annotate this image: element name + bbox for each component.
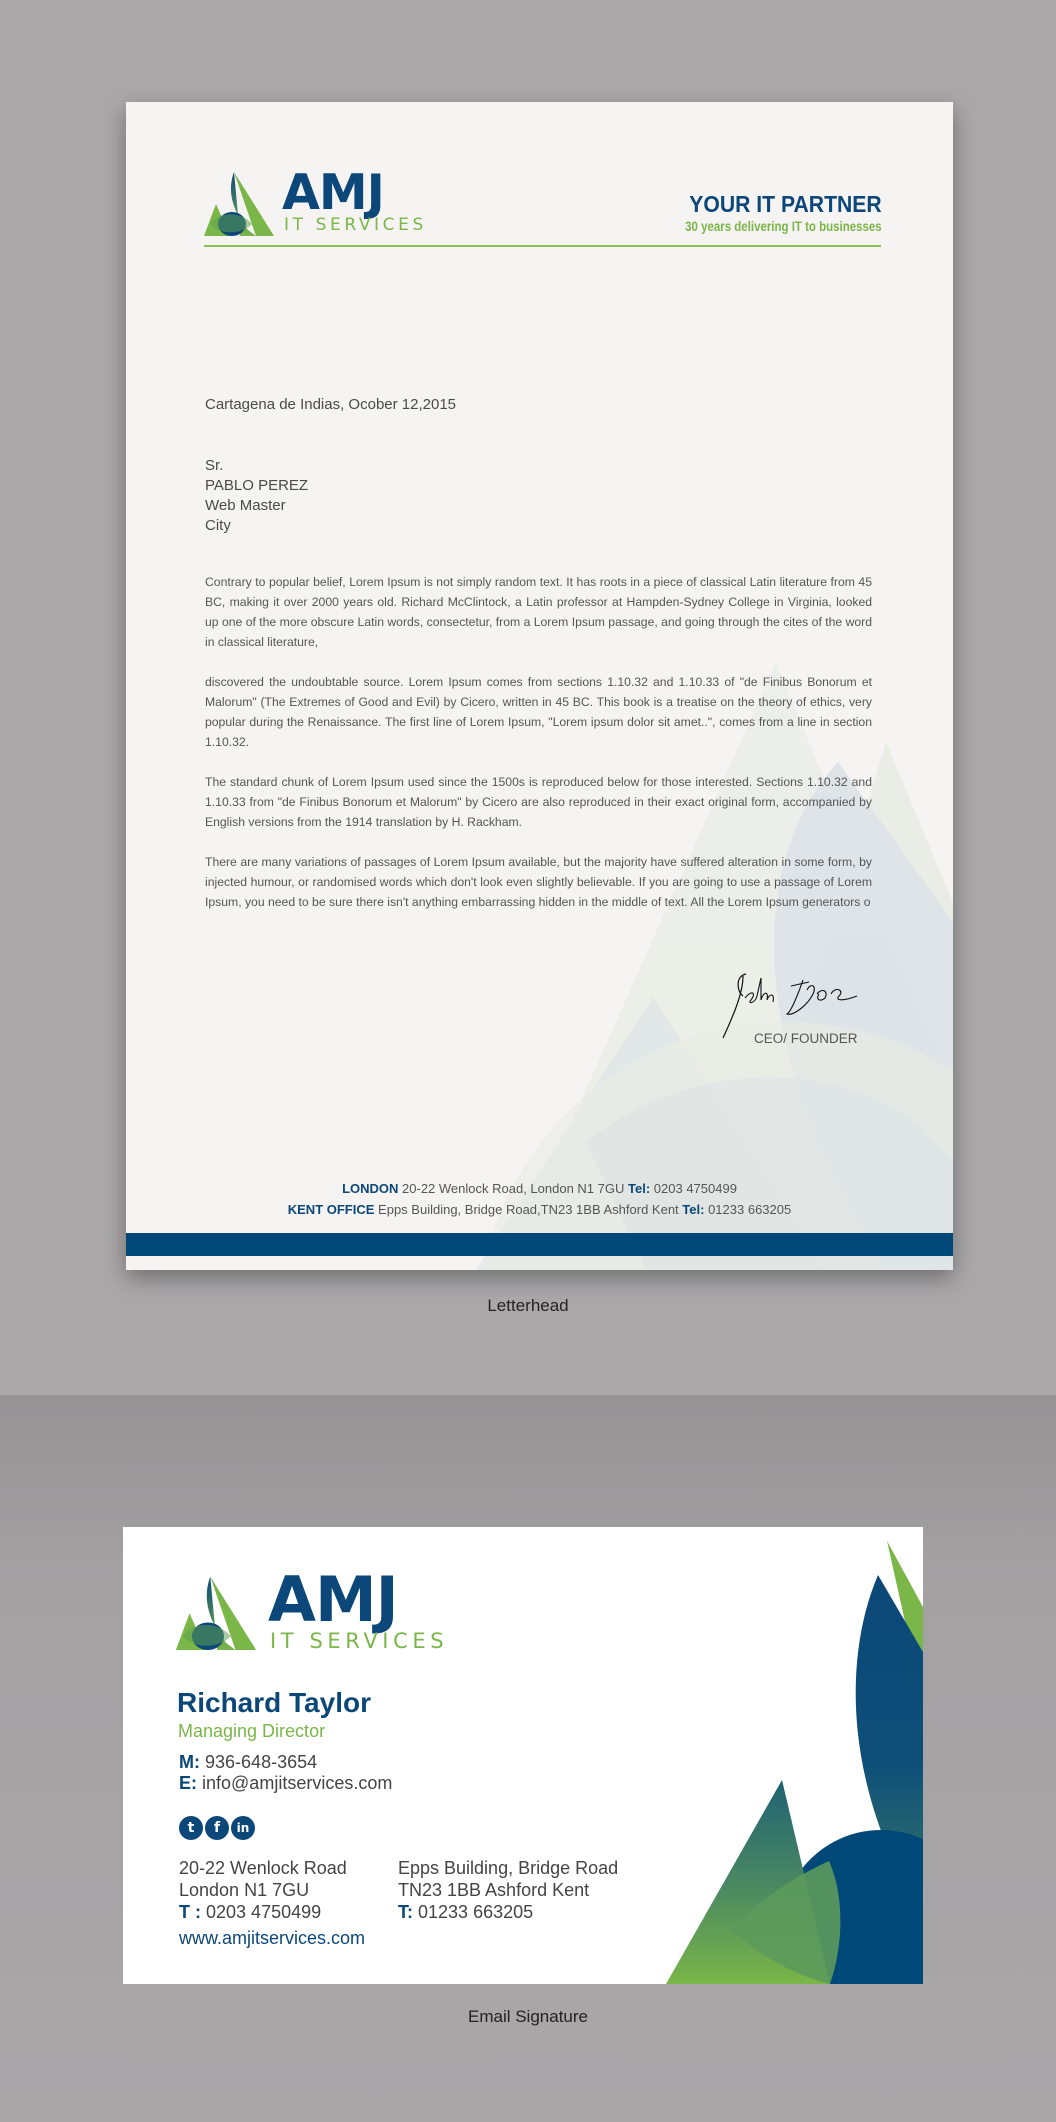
recipient-name: PABLO PEREZ <box>205 477 309 494</box>
person-role: Managing Director <box>178 1721 326 1741</box>
phone-label: T: <box>398 1902 413 1922</box>
footer-kent-tel-label: Tel: <box>682 1202 705 1217</box>
logo-wordmark: AMJ <box>268 1563 398 1636</box>
email-signature-card <box>123 1527 923 1984</box>
tagline-subtitle: 30 years delivering IT to businesses <box>685 218 882 234</box>
body-paragraph: The standard chunk of Lorem Ipsum used since the 1500s is reproduced below for those interested. Sections 1.10.32 and 1.10.33 from "de Finibus Bonorum et Malorum" by Cicero are also reproduced in their exact original form, accompanied by English versions from the 1914 translation by H. Rackham. <box>205 775 872 829</box>
amj-logo-icon <box>175 1572 257 1650</box>
logo-subtitle: IT SERVICES <box>270 1629 449 1653</box>
footer-kent-tel: 01233 663205 <box>708 1202 792 1217</box>
social-links <box>179 1816 255 1840</box>
header-divider <box>204 245 881 247</box>
email-line <box>179 1773 392 1794</box>
logo-subtitle: IT SERVICES <box>284 215 427 235</box>
company-logo <box>204 164 444 236</box>
address-line: 20-22 Wenlock Road <box>179 1858 347 1878</box>
email-label: E: <box>179 1773 197 1793</box>
address-london <box>179 1857 347 1923</box>
footer-kent-label: KENT OFFICE <box>287 1202 375 1217</box>
footer-london-tel: 0203 4750499 <box>653 1181 737 1196</box>
footer-london <box>126 1181 953 1196</box>
footer-london-label: LONDON <box>342 1181 399 1196</box>
mobile-number: 936-648-3654 <box>205 1752 318 1772</box>
phone-line <box>398 1901 618 1923</box>
footer-london-tel-label: Tel: <box>628 1181 651 1196</box>
letter-date: Cartagena de Indias, Ocober 12,2015 <box>205 396 457 413</box>
tagline <box>642 192 882 234</box>
address-line: Epps Building, Bridge Road <box>398 1858 619 1878</box>
address-line: TN23 1BB Ashford Kent <box>398 1880 590 1900</box>
tagline-title: YOUR IT PARTNER <box>689 191 882 217</box>
letterhead-paper <box>126 102 953 1270</box>
phone-number: 0203 4750499 <box>206 1902 322 1922</box>
address-line: London N1 7GU <box>179 1880 310 1900</box>
letterhead-caption: Letterhead <box>487 1296 569 1315</box>
website-link[interactable]: www.amjitservices.com <box>179 1928 366 1948</box>
linkedin-icon[interactable]: in <box>231 1816 255 1840</box>
address-kent <box>398 1857 618 1923</box>
mobile-label: M: <box>179 1752 200 1772</box>
person-name: Richard Taylor <box>177 1687 371 1718</box>
body-paragraph: discovered the undoubtable source. Lorem Ipsum comes from sections 1.10.32 and 1.10.33 of "de Finibus Bonorum et Malorum" (The Extremes of Good and Evil) by Cicero, written in 45 BC. This book is a treatise on the theory of ethics, very popular during the Renaissance. The first line of Lorem Ipsum, "Lorem ipsum dolor sit amet..", comes from a line in section 1.10.32. <box>205 675 872 749</box>
phone-number: 01233 663205 <box>418 1902 534 1922</box>
footer-kent-address: Epps Building, Bridge Road,TN23 1BB Ashford Kent <box>378 1202 679 1217</box>
company-logo <box>175 1563 475 1653</box>
footer-band <box>126 1233 953 1256</box>
phone-label: T : <box>179 1902 201 1922</box>
body-paragraph: There are many variations of passages of Lorem Ipsum available, but the majority have suffered alteration in some form, by injected humour, or randomised words which don't look even slightly believable. If you are going to use a passage of Lorem Ipsum, you need to be sure there isn't anything embarrassing hidden in the middle of text. All the Lorem Ipsum generators o <box>205 855 872 909</box>
recipient-city: City <box>205 517 231 534</box>
twitter-icon[interactable]: t <box>179 1816 203 1840</box>
logo-wordmark: AMJ <box>282 164 384 221</box>
facebook-icon[interactable]: f <box>205 1816 229 1840</box>
recipient-block <box>205 456 308 536</box>
email-address[interactable]: info@amjitservices.com <box>202 1773 393 1793</box>
amj-logo-icon <box>204 168 274 236</box>
signatory-title: CEO/ FOUNDER <box>754 1031 858 1046</box>
email-signature-caption: Email Signature <box>467 2007 588 2026</box>
mobile-line <box>179 1752 317 1773</box>
letter-body <box>205 572 872 932</box>
recipient-title: Web Master <box>205 497 286 514</box>
footer-london-address: 20-22 Wenlock Road, London N1 7GU <box>402 1181 625 1196</box>
body-paragraph: Contrary to popular belief, Lorem Ipsum is not simply random text. It has roots in a piece of classical Latin literature from 45 BC, making it over 2000 years old. Richard McClintock, a Latin professor at Hampden-Sydney College in Virginia, looked up one of the more obscure Latin words, consectetur, from a Lorem Ipsum passage, and going through the cites of the word in classical literature, <box>205 575 872 649</box>
phone-line <box>179 1901 347 1923</box>
footer-kent <box>126 1202 953 1217</box>
recipient-salutation: Sr. <box>205 457 224 474</box>
